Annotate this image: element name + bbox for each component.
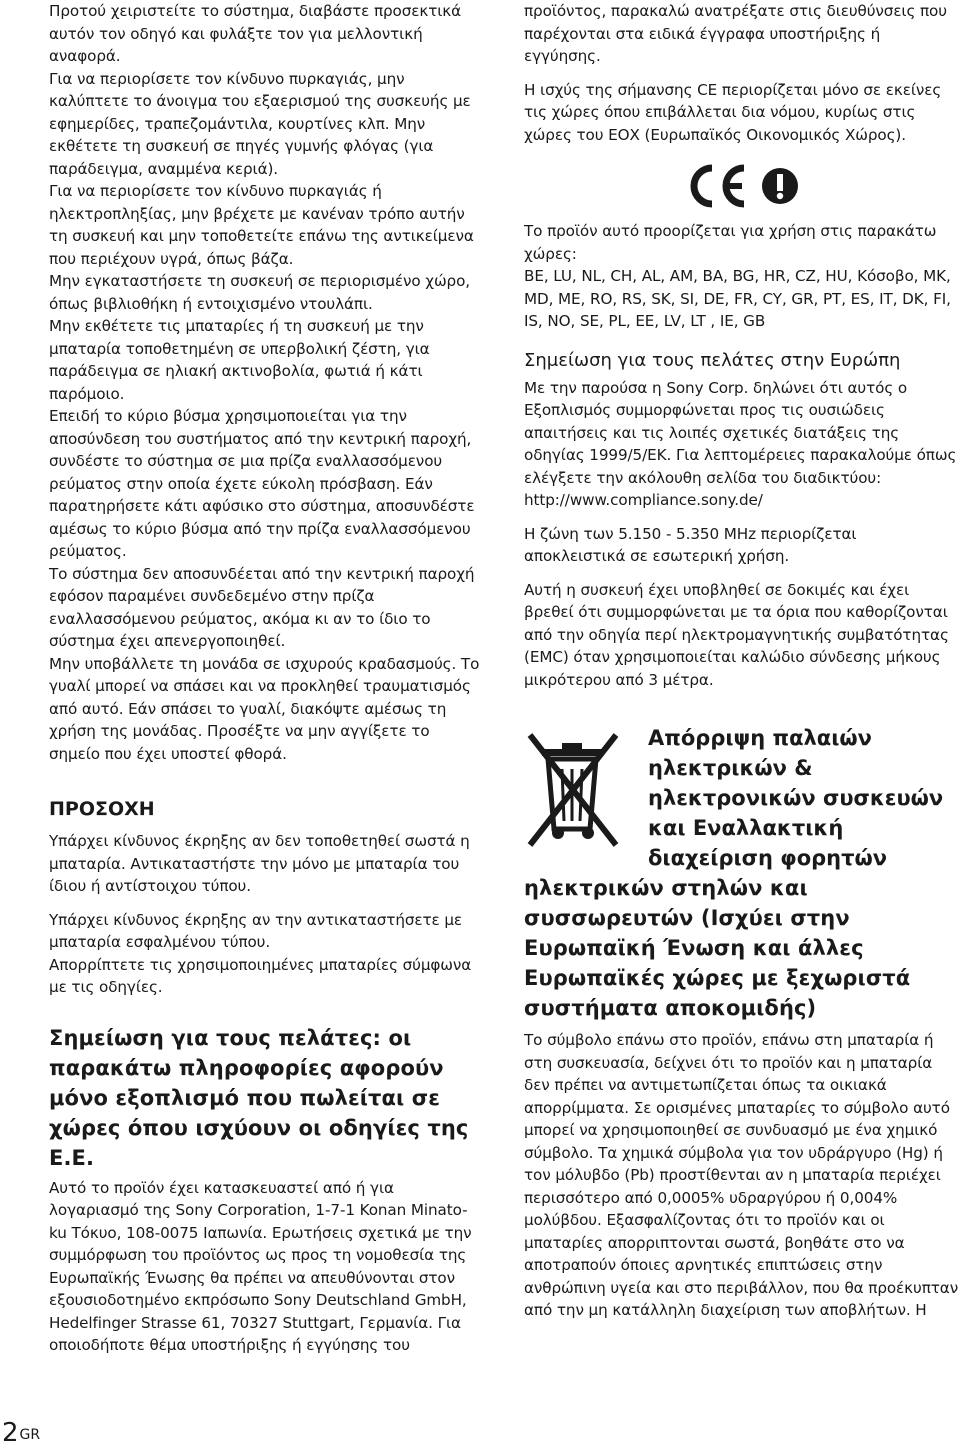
europe-customers-heading: Σημείωση για τους πελάτες στην Ευρώπη [524, 349, 901, 371]
paragraph-moisture: Για να περιορίσετε τον κίνδυνο πυρκαγιάς ή ηλεκτροπληξίας, μην βρέχετε με κανέναν τρόπο αυτήν τη συσκευή και μην τοποθετείτε επάνω της αντικείμενα που περιέχουν υγρά, όπως βάζα. [49, 182, 474, 268]
paragraph-disconnect: Το σύστημα δεν αποσυνδέεται από την κεντρική παροχή εφόσον παραμένει συνδεδεμένο στην πρίζα εναλλασσόμενου ρεύματος, ακόμα κι αν το ίδιο το σύστημα έχει απενεργοποιηθεί. [49, 564, 475, 650]
caution-text-2b: Απορρίπτετε τις χρησιμοποιημένες μπαταρίες σύμφωνα με τις οδηγίες. [49, 955, 472, 996]
page-language-code: GR [19, 1427, 41, 1443]
paragraph-main-plug: Επειδή το κύριο βύσμα χρησιμοποιείται για την αποσύνδεση του συστήματος από την κεντρική παροχή, συνδέστε το σύστημα σε μια πρίζα εναλλασσόμενου ρεύματος στην οποία έχετε εύκολη πρόσβαση. Εάν παρατηρήσετε κάτι αφύσικο στο σύστημα, αποσυνδέστε αμέσως το κύριο βύσμα από την πρίζα εναλλασσόμενου ρεύματος. [49, 407, 475, 560]
paragraph-glass: Μην υποβάλλετε τη μονάδα σε ισχυρούς κραδασμούς. Το γυαλί μπορεί να σπάσει και να προκληθεί τραυματισμός από αυτό. Εάν σπάσει το γυαλί, διακόψτε αμέσως τη χρήση της μονάδας. Προσέξτε να μην αγγίξετε το σημείο που έχει υποστεί φθορά. [49, 654, 480, 763]
page-number [2, 1418, 39, 1448]
weee-heading-line: ηλεκτρικών & [648, 756, 813, 780]
compliance-url: http://www.compliance.sony.de/ [524, 491, 763, 509]
paragraph-heat: Μην εκθέτετε τις μπαταρίες ή τη συσκευή με την μπαταρία τοποθετημένη σε υπερβολική ζέστη, για παράδειγμα σε ηλιακή ακτινοβολία, φωτιά ή κάτι παρόμοιο. [49, 317, 430, 403]
weee-section [524, 723, 960, 873]
crossed-bin-icon [524, 729, 634, 873]
caution-text-1: Υπάρχει κίνδυνος έκρηξης αν δεν τοποθετηθεί σωστά η μπαταρία. Αντικαταστήστε την μόνο με μπαταρία του ίδιου ή αντίστοιχου τύπου. [49, 832, 470, 895]
ce-mark-icon [684, 164, 748, 208]
eu-directive-heading: Σημείωση για τους πελάτες: οι παρακάτω πληροφορίες αφορούν μόνο εξοπλισμό που πωλείται σε χώρες όπου ισχύουν οι οδηγίες της Ε.Ε. [49, 1025, 469, 1170]
weee-heading-line: διαχείριση φορητών [648, 846, 888, 870]
paragraph-installation: Μην εγκαταστήσετε τη συσκευή σε περιορισμένο χώρο, όπως βιβλιοθήκη ή εντοιχισμένο ντουλάπι. [49, 272, 471, 313]
weee-heading-line: και Εναλλακτική [648, 816, 844, 840]
eu-directive-text: Αυτό το προϊόν έχει κατασκευαστεί από ή για λογαριασμό της Sony Corporation, 1-7-1 Konan Minato-ku Τόκυο, 108-0075 Ιαπωνία. Ερωτήσεις σχετικά με την συμμόρφωση του προϊόντος ως προς τη νομοθεσία της Ευρωπαϊκής Ένωσης θα πρέπει να απευθύνονται στον εξουσιοδοτημένο εκπρόσωπο Sony Deutschland GmbH, Hedelfinger Strasse 61, 70327 Stuttgart, Γερμανία. Για οποιοδήποτε θέμα υποστήριξης ή εγγύησης του [49, 1178, 472, 1354]
emc-note: Αυτή η συσκευή έχει υποβληθεί σε δοκιμές και έχει βρεθεί ότι συμμορφώνεται με τα όρια που καθορίζονται από την οδηγία περί ηλεκτρομαγνητικής συμβατότητας (EMC) όταν χρησιμοποιείται καλώδιο σύνδεσης μήκους μικρότερου από 3 μέτρα. [524, 580, 949, 689]
caution-text-2a: Υπάρχει κίνδυνος έκρηξης αν την αντικαταστήσετε με μπαταρία εσφαλμένου τύπου. [49, 910, 463, 951]
paragraph-read-guide: Προτού χειριστείτε το σύστημα, διαβάστε προσεκτικά αυτόν τον οδηγό και φυλάξτε τον για μελλοντική αναφορά. [49, 2, 462, 65]
paragraph-ventilation: Για να περιορίσετε τον κίνδυνο πυρκαγιάς, μην καλύπτετε το άνοιγμα του εξαερισμού της συσκευής με εφημερίδες, τραπεζομάντιλα, κουρτίνες κλπ. Μην εκθέτετε τη συσκευή σε πηγές γυμνής φλόγας (για παράδειγμα, αναμμένα κεριά). [49, 69, 471, 178]
page-number-value: 2 [2, 1418, 19, 1448]
weee-text: Το σύμβολο επάνω στο προϊόν, επάνω στη μπαταρία ή στη συσκευασία, δείχνει ότι το προϊόν και η μπαταρία δεν πρέπει να αντιμετωπίζεται όπως τα οικιακά απορρίμματα. Σε ορισμένες μπαταρίες το σύμβολο αυτό μπορεί να χρησιμοποιηθεί σε συνδυασμό με ένα χημικό σύμβολο. Τα χημικά σύμβολα για τον υδράργυρο (Hg) ή τον μόλυβδο (Pb) προστίθενται αν η μπαταρία περιέχει περισσότερο από 0,0005% υδραργύρου ή 0,004% μολύβδου. Εξασφαλίζοντας ότι το προϊόν και οι μπαταρίες απορριπτονται σωστά, βοηθάτε στο να αποτραπούν όποιες αρνητικές επιπτώσεις στην ανθρώπινη υγεία και στο περιβάλλον, που θα προέκυπταν από την μη κατάλληλη διαχείριση των αποβλήτων. Η [524, 1031, 959, 1319]
ce-validity-note: Η ισχύς της σήμανσης CE περιορίζεται μόνο σε εκείνες τις χώρες όπου επιβάλλεται δια νόμου, κυρίως στις χώρες του ΕΟΧ (Ευρωπαϊκός Οικονομικός Χώρος). [524, 80, 942, 144]
left-column [49, 0, 485, 1357]
caution-heading: ΠΡΟΣΟΧΗ [49, 798, 155, 820]
countries-list: BE, LU, NL, CH, AL, AM, BA, BG, HR, CZ, HU, Κόσοβο, MK, MD, ME, RO, RS, SK, SI, DE, FR, CY, GR, PT, ES, IT, DK, FI, IS, NO, SE, PL, EE, LV, LT , IE, GB [524, 267, 951, 330]
weee-heading-line: ηλεκτρονικών συσκευών [648, 786, 944, 810]
countries-intro: Το προϊόν αυτό προορίζεται για χρήση στις παρακάτω χώρες: [524, 222, 937, 263]
support-continuation: προϊόντος, παρακαλώ ανατρέξατε στις διευθύνσεις που παρέχονται στα ειδικά έγγραφα υποστήριξης ή εγγύησης. [524, 2, 947, 65]
weee-heading-continued: ηλεκτρικών στηλών και συσσωρευτών (Ισχύει στην Ευρωπαϊκή Ένωση και άλλες Ευρωπαϊκές χώρες με ξεχωριστά συστήματα αποκομιδής) [524, 876, 911, 1020]
band-restriction-note: Η ζώνη των 5.150 - 5.350 MHz περιορίζεται αποκλειστικά σε εσωτερική χρήση. [524, 524, 857, 565]
europe-declaration: Με την παρούσα η Sony Corp. δηλώνει ότι αυτός ο Εξοπλισμός συμμορφώνεται προς τις ουσιώδεις απαιτήσεις και τις λοιπές σχετικές διατάξεις της οδηγίας 1999/5/ΕΚ. Για λεπτομέρειες παρακαλούμε όπως ελέγξετε την ακόλουθη σελίδα του διαδικτύου: [524, 378, 957, 487]
weee-heading-line: Απόρριψη παλαιών [648, 726, 872, 750]
right-column [524, 0, 960, 1322]
weee-heading-top [634, 723, 943, 873]
compliance-marks [684, 164, 960, 208]
alert-mark-icon [760, 166, 800, 206]
